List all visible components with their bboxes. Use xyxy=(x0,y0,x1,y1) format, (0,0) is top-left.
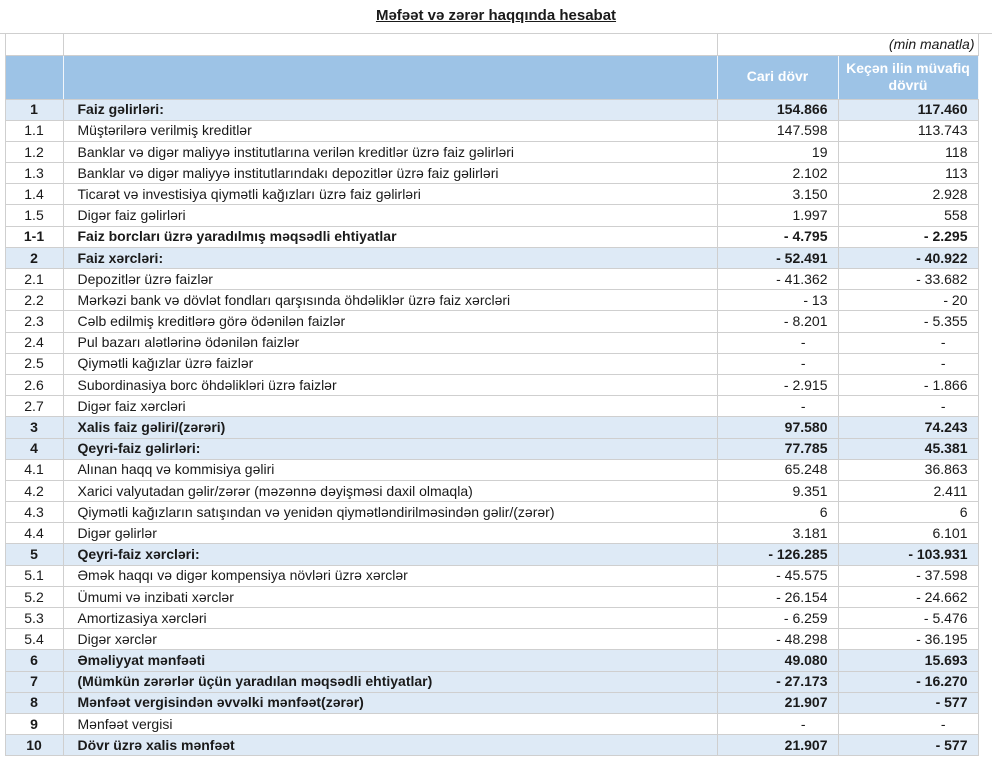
right-gutter xyxy=(978,735,992,756)
right-gutter xyxy=(978,544,992,565)
row-value-current: 154.866 xyxy=(717,99,838,120)
row-value-previous: 118 xyxy=(838,141,978,162)
right-gutter xyxy=(978,163,992,184)
row-value-previous: - 36.195 xyxy=(838,629,978,650)
row-number: 8 xyxy=(5,692,63,713)
table-row xyxy=(0,565,992,586)
right-gutter xyxy=(978,480,992,501)
row-number: 1.5 xyxy=(5,205,63,226)
note-label-cell xyxy=(63,33,717,55)
row-label: Faiz gəlirləri: xyxy=(63,99,717,120)
row-label: Qiymətli kağızların satışından və yenidən qiymətləndirilməsindən gəlir/(zərər) xyxy=(63,502,717,523)
table-row xyxy=(0,671,992,692)
table-row xyxy=(0,184,992,205)
row-value-previous: - xyxy=(838,396,978,417)
row-number: 5.4 xyxy=(5,629,63,650)
right-gutter xyxy=(978,141,992,162)
row-number: 1.2 xyxy=(5,141,63,162)
row-number: 4.1 xyxy=(5,459,63,480)
page-title: Məfəət və zərər haqqında hesabat xyxy=(375,7,617,25)
row-number: 5 xyxy=(5,544,63,565)
unit-note-row xyxy=(0,33,992,55)
right-gutter xyxy=(978,120,992,141)
right-gutter xyxy=(978,608,992,629)
right-gutter xyxy=(978,311,992,332)
row-value-previous: 36.863 xyxy=(838,459,978,480)
row-value-previous: - 24.662 xyxy=(838,586,978,607)
row-label: Digər faiz xərcləri xyxy=(63,396,717,417)
table-row xyxy=(0,205,992,226)
row-value-previous: - 577 xyxy=(838,692,978,713)
row-label: Qiymətli kağızlar üzrə faizlər xyxy=(63,353,717,374)
row-value-current: 1.997 xyxy=(717,205,838,226)
row-label: Mənfəət vergisi xyxy=(63,713,717,734)
table-row xyxy=(0,163,992,184)
row-label: Cəlb edilmiş kreditlərə görə ödənilən faizlər xyxy=(63,311,717,332)
row-number: 2.6 xyxy=(5,374,63,395)
row-value-previous: - 577 xyxy=(838,735,978,756)
row-label: Qeyri-faiz gəlirləri: xyxy=(63,438,717,459)
row-number: 1.1 xyxy=(5,120,63,141)
table-row xyxy=(0,290,992,311)
table-row xyxy=(0,544,992,565)
table-row xyxy=(0,713,992,734)
row-value-previous: - 40.922 xyxy=(838,247,978,268)
row-label: Əmək haqqı və digər kompensiya növləri üzrə xərclər xyxy=(63,565,717,586)
right-gutter xyxy=(978,502,992,523)
note-number-cell xyxy=(5,33,63,55)
row-label: Əməliyyat mənfəəti xyxy=(63,650,717,671)
row-value-current: 21.907 xyxy=(717,692,838,713)
row-value-current: - xyxy=(717,353,838,374)
row-value-previous: - xyxy=(838,353,978,374)
row-value-current: 21.907 xyxy=(717,735,838,756)
header-previous-period: Keçən ilin müvafiq dövrü xyxy=(838,55,978,99)
row-label: Amortizasiya xərcləri xyxy=(63,608,717,629)
row-value-current: - 8.201 xyxy=(717,311,838,332)
row-value-previous: - 5.476 xyxy=(838,608,978,629)
row-value-current: - xyxy=(717,332,838,353)
row-number: 7 xyxy=(5,671,63,692)
row-value-previous: - 1.866 xyxy=(838,374,978,395)
row-label: Digər xərclər xyxy=(63,629,717,650)
row-number: 2.5 xyxy=(5,353,63,374)
row-value-previous: 113 xyxy=(838,163,978,184)
row-value-current: 2.102 xyxy=(717,163,838,184)
row-value-current: - 13 xyxy=(717,290,838,311)
table-row xyxy=(0,650,992,671)
row-value-previous: - 2.295 xyxy=(838,226,978,247)
row-value-current: - 45.575 xyxy=(717,565,838,586)
table-row xyxy=(0,353,992,374)
row-number: 2.2 xyxy=(5,290,63,311)
row-label: Alınan haqq və kommisiya gəliri xyxy=(63,459,717,480)
right-gutter xyxy=(978,586,992,607)
row-number: 5.1 xyxy=(5,565,63,586)
row-value-previous: - xyxy=(838,332,978,353)
row-label: Digər gəlirlər xyxy=(63,523,717,544)
row-value-previous: - 5.355 xyxy=(838,311,978,332)
right-gutter xyxy=(978,247,992,268)
row-value-current: 9.351 xyxy=(717,480,838,501)
right-gutter xyxy=(978,374,992,395)
row-value-previous: - 37.598 xyxy=(838,565,978,586)
table-row xyxy=(0,502,992,523)
row-value-previous: 6 xyxy=(838,502,978,523)
row-number: 4.3 xyxy=(5,502,63,523)
row-number: 10 xyxy=(5,735,63,756)
row-label: Mənfəət vergisindən əvvəlki mənfəət(zərər) xyxy=(63,692,717,713)
row-number: 5.2 xyxy=(5,586,63,607)
right-gutter xyxy=(978,332,992,353)
row-value-current: - 41.362 xyxy=(717,269,838,290)
right-gutter xyxy=(978,396,992,417)
row-number: 1 xyxy=(5,99,63,120)
row-value-current: 6 xyxy=(717,502,838,523)
row-value-previous: 2.928 xyxy=(838,184,978,205)
table-row xyxy=(0,586,992,607)
row-value-current: 147.598 xyxy=(717,120,838,141)
unit-note: (min manatla) xyxy=(717,33,978,55)
table-row xyxy=(0,459,992,480)
row-number: 9 xyxy=(5,713,63,734)
row-label: Mərkəzi bank və dövlət fondları qarşısında öhdəliklər üzrə faiz xərcləri xyxy=(63,290,717,311)
table-row xyxy=(0,480,992,501)
row-value-current: 3.181 xyxy=(717,523,838,544)
row-value-current: 19 xyxy=(717,141,838,162)
row-label: Digər faiz gəlirləri xyxy=(63,205,717,226)
right-gutter xyxy=(978,55,992,99)
table-row xyxy=(0,438,992,459)
row-label: Müştərilərə verilmiş kreditlər xyxy=(63,120,717,141)
row-value-current: - xyxy=(717,713,838,734)
row-label: Subordinasiya borc öhdəlikləri üzrə faizlər xyxy=(63,374,717,395)
row-label: Banklar və digər maliyyə institutlarına verilən kreditlər üzrə faiz gəlirləri xyxy=(63,141,717,162)
row-label: Faiz xərcləri: xyxy=(63,247,717,268)
row-value-current: 65.248 xyxy=(717,459,838,480)
row-value-current: - 52.491 xyxy=(717,247,838,268)
row-value-current: - 4.795 xyxy=(717,226,838,247)
row-label: Faiz borcları üzrə yaradılmış məqsədli ehtiyatlar xyxy=(63,226,717,247)
table-row xyxy=(0,608,992,629)
table-row xyxy=(0,269,992,290)
right-gutter xyxy=(978,692,992,713)
title-cell xyxy=(0,0,992,33)
row-value-previous: 2.411 xyxy=(838,480,978,501)
right-gutter xyxy=(978,565,992,586)
right-gutter xyxy=(978,417,992,438)
row-label: Dövr üzrə xalis mənfəət xyxy=(63,735,717,756)
right-gutter xyxy=(978,184,992,205)
row-value-current: - 27.173 xyxy=(717,671,838,692)
row-label: Qeyri-faiz xərcləri: xyxy=(63,544,717,565)
column-header-row xyxy=(0,55,992,99)
right-gutter xyxy=(978,269,992,290)
right-gutter xyxy=(978,629,992,650)
row-value-current: 49.080 xyxy=(717,650,838,671)
table-row xyxy=(0,120,992,141)
right-gutter xyxy=(978,353,992,374)
table-row xyxy=(0,141,992,162)
row-value-current: 3.150 xyxy=(717,184,838,205)
table-row xyxy=(0,396,992,417)
row-value-previous: 45.381 xyxy=(838,438,978,459)
row-label: Depozitlər üzrə faizlər xyxy=(63,269,717,290)
header-label-cell xyxy=(63,55,717,99)
row-value-current: 77.785 xyxy=(717,438,838,459)
row-value-current: - 48.298 xyxy=(717,629,838,650)
table-row xyxy=(0,99,992,120)
right-gutter xyxy=(978,99,992,120)
row-value-previous: 113.743 xyxy=(838,120,978,141)
row-number: 6 xyxy=(5,650,63,671)
table-row xyxy=(0,735,992,756)
table-row xyxy=(0,692,992,713)
row-number: 4.2 xyxy=(5,480,63,501)
row-number: 1.3 xyxy=(5,163,63,184)
row-label: Banklar və digər maliyyə institutlarındakı depozitlər üzrə faiz gəlirləri xyxy=(63,163,717,184)
table-row xyxy=(0,226,992,247)
row-value-previous: 117.460 xyxy=(838,99,978,120)
right-gutter xyxy=(978,523,992,544)
table-row xyxy=(0,417,992,438)
row-number: 2.7 xyxy=(5,396,63,417)
title-row xyxy=(0,0,992,33)
row-value-previous: 558 xyxy=(838,205,978,226)
row-label: Ümumi və inzibati xərclər xyxy=(63,586,717,607)
row-label: Ticarət və investisiya qiymətli kağızları üzrə faiz gəlirləri xyxy=(63,184,717,205)
row-value-previous: 74.243 xyxy=(838,417,978,438)
right-gutter xyxy=(978,650,992,671)
header-current-period: Cari dövr xyxy=(717,55,838,99)
table-row xyxy=(0,311,992,332)
table-row xyxy=(0,374,992,395)
right-gutter xyxy=(978,713,992,734)
table-row xyxy=(0,629,992,650)
row-number: 4.4 xyxy=(5,523,63,544)
row-value-previous: 6.101 xyxy=(838,523,978,544)
row-value-previous: - 33.682 xyxy=(838,269,978,290)
row-number: 2.1 xyxy=(5,269,63,290)
row-value-previous: - 20 xyxy=(838,290,978,311)
row-number: 4 xyxy=(5,438,63,459)
row-number: 2 xyxy=(5,247,63,268)
right-gutter xyxy=(978,226,992,247)
header-number-cell xyxy=(5,55,63,99)
row-number: 1.4 xyxy=(5,184,63,205)
table-row xyxy=(0,332,992,353)
row-label: Xalis faiz gəliri/(zərəri) xyxy=(63,417,717,438)
row-number: 5.3 xyxy=(5,608,63,629)
row-value-current: - xyxy=(717,396,838,417)
right-gutter xyxy=(978,205,992,226)
right-gutter xyxy=(978,671,992,692)
right-gutter xyxy=(978,290,992,311)
row-label: Pul bazarı alətlərinə ödənilən faizlər xyxy=(63,332,717,353)
row-label: (Mümkün zərərlər üçün yaradılan məqsədli ehtiyatlar) xyxy=(63,671,717,692)
row-value-current: - 2.915 xyxy=(717,374,838,395)
row-number: 2.4 xyxy=(5,332,63,353)
row-value-previous: - xyxy=(838,713,978,734)
table-row xyxy=(0,247,992,268)
row-value-previous: - 16.270 xyxy=(838,671,978,692)
row-value-previous: 15.693 xyxy=(838,650,978,671)
row-value-current: - 126.285 xyxy=(717,544,838,565)
right-gutter xyxy=(978,438,992,459)
row-number: 2.3 xyxy=(5,311,63,332)
row-number: 1-1 xyxy=(5,226,63,247)
row-label: Xarici valyutadan gəlir/zərər (məzənnə dəyişməsi daxil olmaqla) xyxy=(63,480,717,501)
row-number: 3 xyxy=(5,417,63,438)
row-value-current: - 6.259 xyxy=(717,608,838,629)
right-gutter xyxy=(978,33,992,55)
row-value-current: 97.580 xyxy=(717,417,838,438)
table-row xyxy=(0,523,992,544)
right-gutter xyxy=(978,459,992,480)
row-value-current: - 26.154 xyxy=(717,586,838,607)
row-value-previous: - 103.931 xyxy=(838,544,978,565)
